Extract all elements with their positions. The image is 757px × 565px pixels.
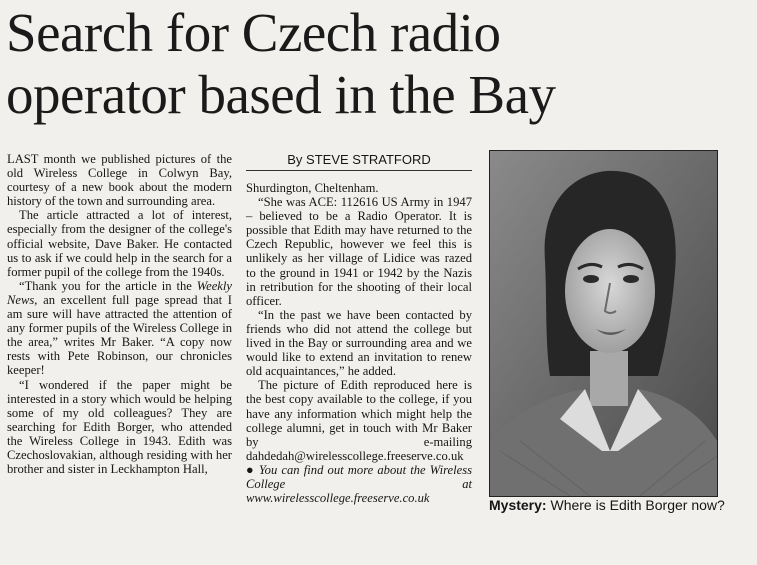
headline: [6, 2, 751, 126]
newspaper-name: Weekly News: [7, 278, 232, 307]
article-column-1: [7, 152, 232, 476]
paragraph: “In the past we have been contacted by friends who did not attend the college but lived in the Bay or surrounding area and we would like to extend an invitation to renew old acquaintances,” he added.: [246, 307, 472, 379]
paragraph-text: You can find out more about the Wireless College at www.wirelesscollege.freeserve.co.uk: [246, 462, 473, 506]
paragraph: The picture of Edith reproduced here is the best copy available to the college, if you have any information which might help the college alumni, get in touch with Mr Baker by e-mailing dahdedah@wirelesscollege.freeserve.co.uk: [246, 378, 472, 463]
paragraph-text: “Thank you for the article in the: [19, 278, 197, 293]
paragraph: “I wondered if the paper might be interested in a story which would be helping some of my old colleagues? They are searching for Edith Borger, who attended the Wireless College in 1943. Edith was Czechoslovakian, although residing with her brother and sister in Leckhampton Hall,: [7, 377, 232, 477]
caption-lead: Mystery:: [489, 497, 547, 513]
paragraph: “She was ACE: 112616 US Army in 1947 – believed to be a Radio Operator. It is possible that Edith may have returned to the Czech Republic, however we feel this is unlikely as her village of Lidice was razed to the ground in 1941 or 1942 by the Nazis in retribution for the shooting of their local officer.: [246, 195, 472, 308]
paragraph: The article attracted a lot of interest, especially from the designer of the college's official website, Dave Baker. He contacted us to ask if we could help in the search for a former pupil of the college from the 1940s.: [7, 208, 232, 279]
headline-line-2: operator based in the Bay: [6, 64, 556, 125]
caption-text: Where is Edith Borger now?: [546, 497, 725, 513]
paragraph: [7, 279, 232, 378]
paragraph: [246, 463, 472, 505]
byline: By STEVE STRATFORD: [246, 152, 472, 171]
photo-caption: [489, 497, 729, 513]
portrait-photo: [489, 150, 718, 497]
article-column-2: [246, 181, 472, 505]
paragraph: Shurdington, Cheltenham.: [246, 181, 379, 195]
headline-line-1: Search for Czech radio: [6, 2, 501, 63]
paragraph: LAST month we published pictures of the old Wireless College in Colwyn Bay, courtesy of a new book about the modern history of the town and surrounding area.: [7, 152, 232, 209]
bullet-icon: ●: [246, 462, 255, 477]
portrait-illustration: [490, 151, 717, 496]
paragraph-text: , an excellent full page spread that I am sure will have attracted the attention of any former pupils of the Wireless College in the area,” writes Mr Baker. “A copy now rests with Pete Robinson, our chronicles keeper!: [7, 292, 232, 378]
